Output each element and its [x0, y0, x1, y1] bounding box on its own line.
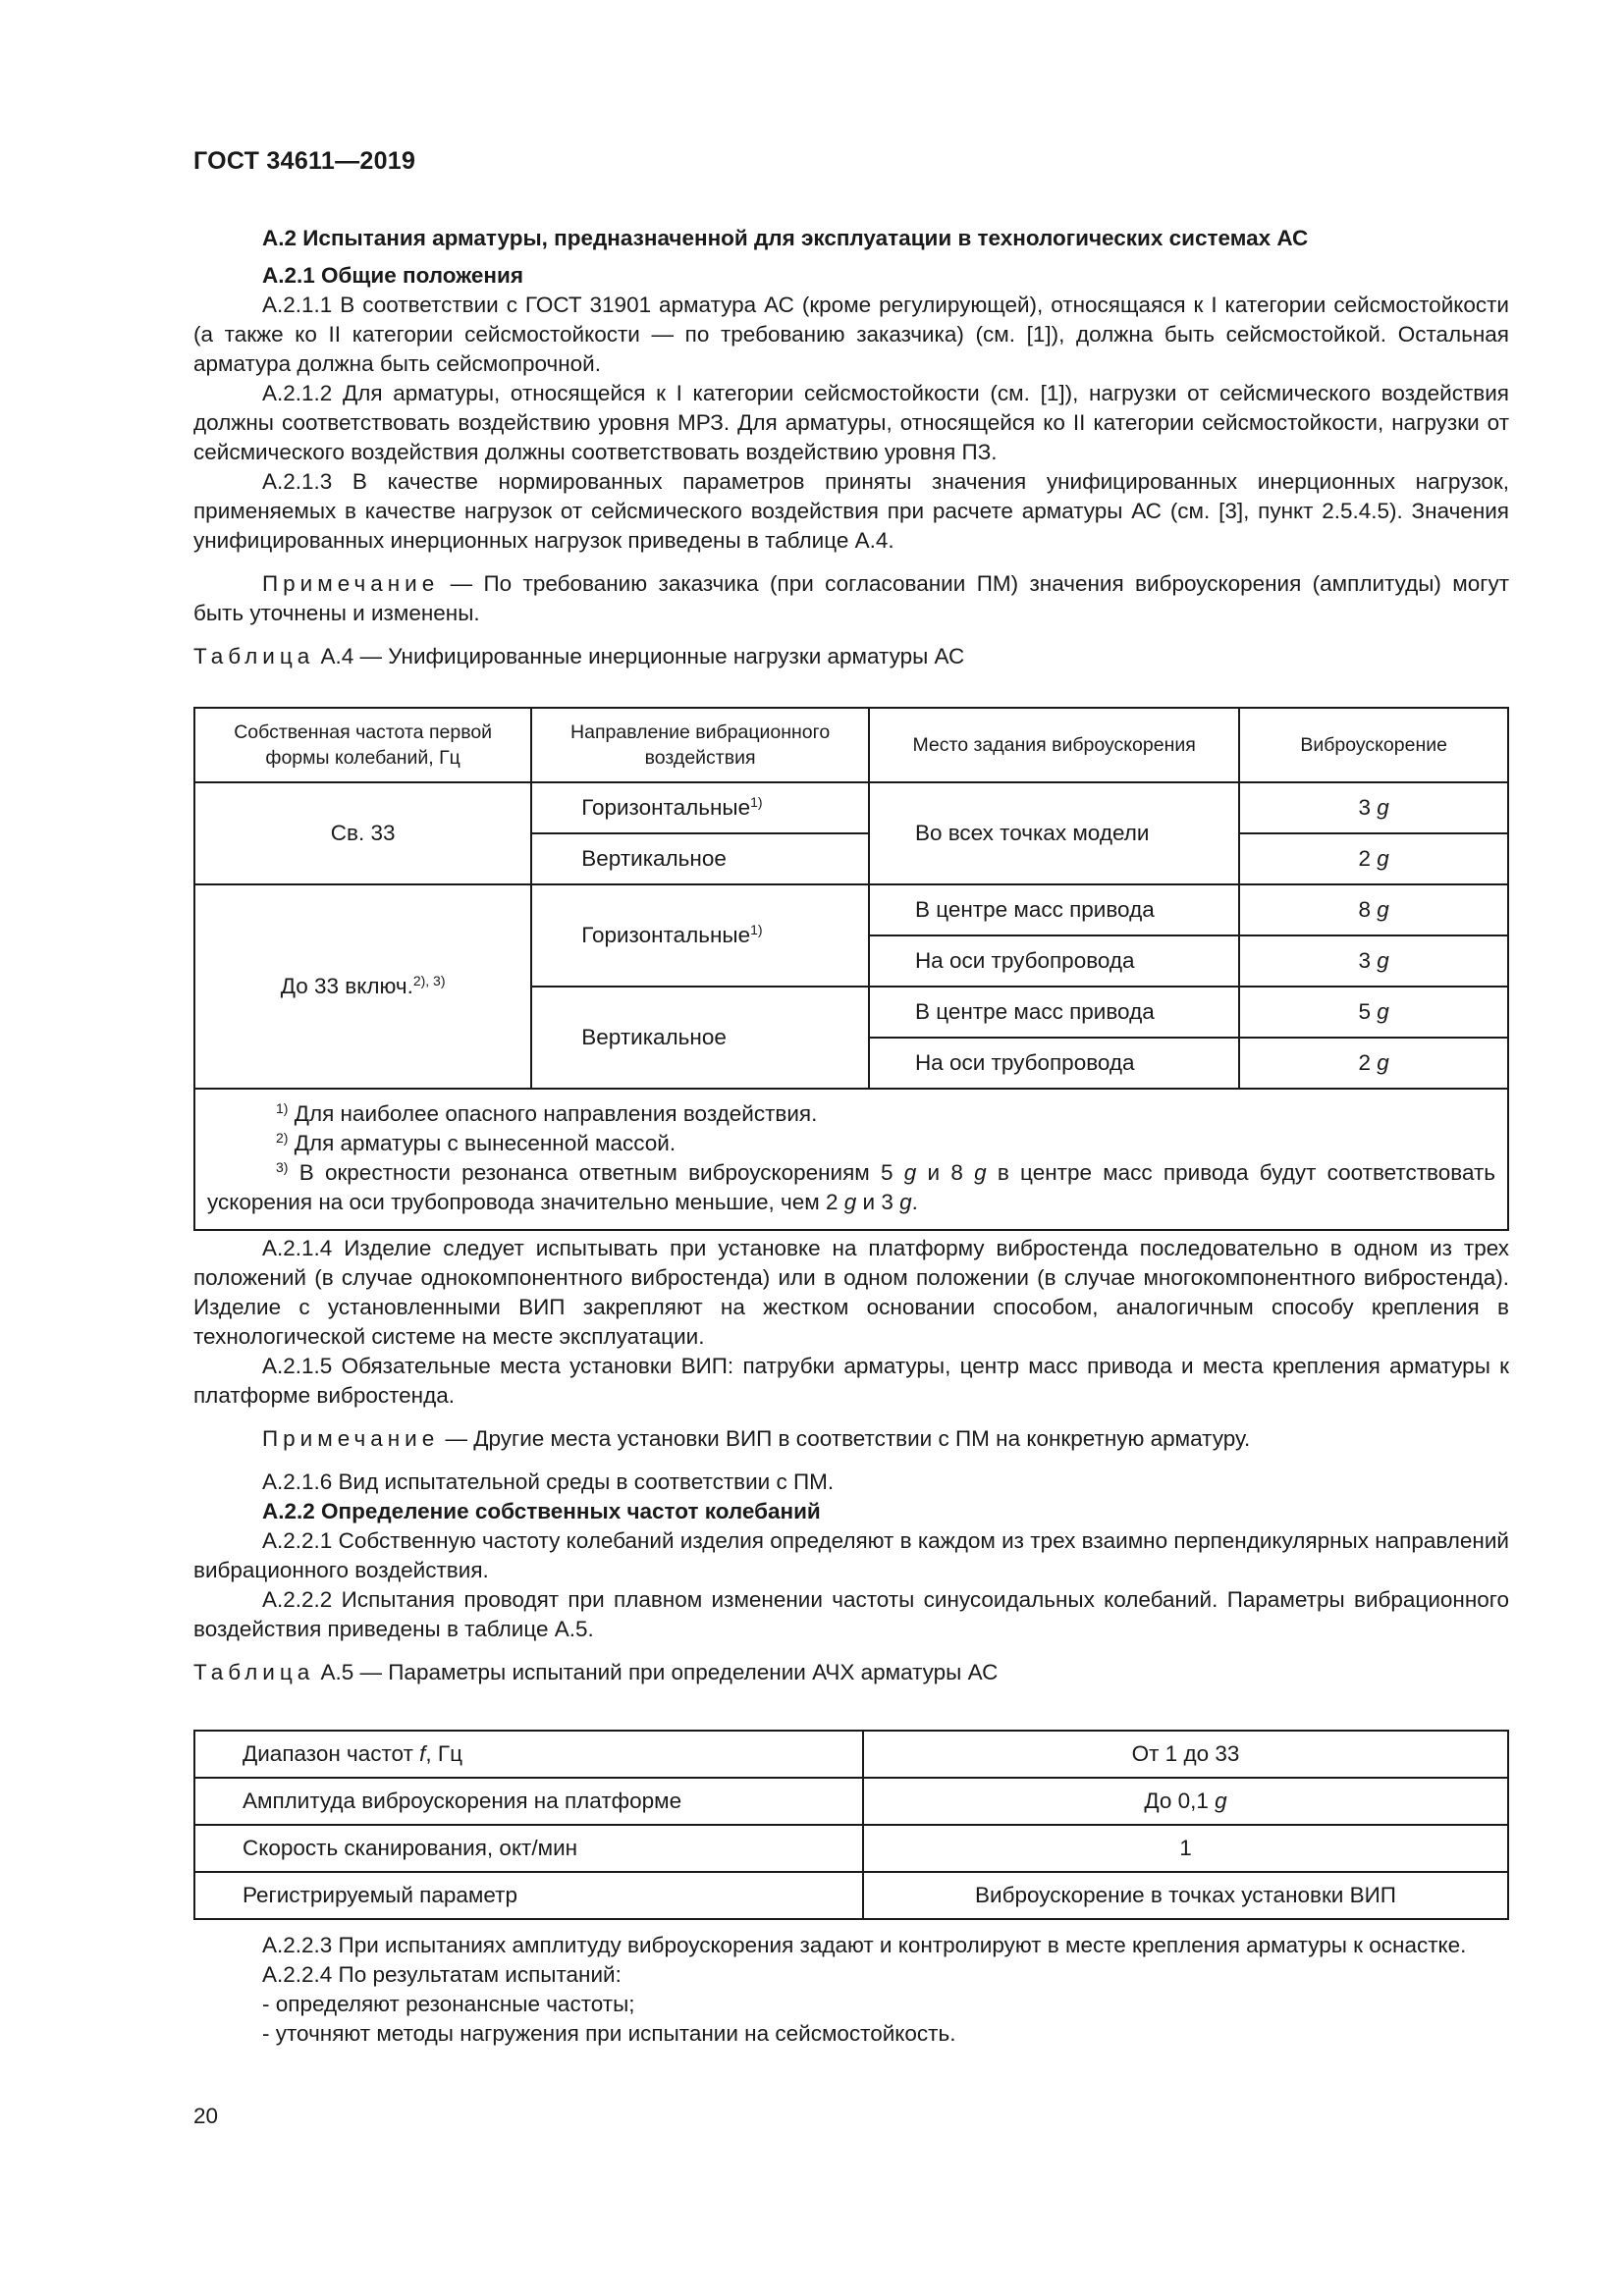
table-caption-label: Таблица — [193, 1660, 315, 1684]
acceleration-cell: 8 g — [1239, 884, 1508, 935]
section-a223 — [193, 1931, 1509, 2049]
place-cell: На оси трубопровода — [869, 935, 1239, 987]
list-item: - уточняют методы нагружения при испытании на сейсмостойкость. — [262, 2021, 956, 2046]
note-label: Примечание — [262, 571, 440, 596]
parameter-value-cell: От 1 до 33 — [863, 1731, 1508, 1778]
section-a214 — [193, 1234, 1509, 1687]
paragraph-a211: А.2.1.1 В соответствии с ГОСТ 31901 арматура АС (кроме регулирующей), относящаяся к I категории сейсмостойкости (а также ко II категории сейсмостойкости — по требованию заказчика) (см. [1]), должна быть сейсмостойкой. Остальная арматура должна быть сейсмопрочной. — [193, 293, 1509, 376]
direction-cell: Вертикальное — [531, 987, 869, 1089]
table-row — [194, 1825, 1508, 1872]
table-caption-text: А.4 — Унифицированные инерционные нагрузки арматуры АС — [314, 644, 965, 668]
note-a215 — [193, 1424, 1509, 1454]
acceleration-cell: 2 g — [1239, 1038, 1508, 1089]
place-cell: В центре масс привода — [869, 884, 1239, 935]
table-a5-caption — [193, 1658, 1509, 1687]
table-row — [194, 782, 1508, 833]
paragraph-a221: А.2.2.1 Собственную частоту колебаний изделия определяют в каждом из трех взаимно перпендикулярных направлений вибрационного воздействия. — [193, 1528, 1509, 1582]
note-label: Примечание — [262, 1426, 440, 1451]
table-row — [194, 1872, 1508, 1919]
document-code-header: ГОСТ 34611—2019 — [193, 147, 416, 175]
acceleration-cell: 3 g — [1239, 782, 1508, 833]
paragraph-a222: А.2.2.2 Испытания проводят при плавном изменении частоты синусоидальных колебаний. Параметры вибрационного воздействия приведены в таблице А.5. — [193, 1587, 1509, 1641]
table-row — [194, 1731, 1508, 1778]
paragraph-a216: А.2.1.6 Вид испытательной среды в соответствии с ПМ. — [262, 1469, 835, 1494]
paragraph-a212: А.2.1.2 Для арматуры, относящейся к I категории сейсмостойкости (см. [1]), нагрузки от сейсмического воздействия должны соответствовать воздействию уровня МРЗ. Для арматуры, относящейся ко II категории сейсмостойкости, нагрузки от сейсмического воздействия должны соответствовать воздействию уровня ПЗ. — [193, 381, 1509, 464]
table-footnotes — [194, 1089, 1508, 1230]
acceleration-cell: 3 g — [1239, 935, 1508, 987]
table-a4-wrapper — [193, 707, 1509, 1231]
page-number: 20 — [193, 2104, 219, 2128]
list-item: - определяют резонансные частоты; — [262, 1992, 635, 2016]
parameter-value-cell: 1 — [863, 1825, 1508, 1872]
paragraph-a223: А.2.2.3 При испытаниях амплитуду виброускорения задают и контролируют в месте крепления арматуры к оснастке. — [262, 1933, 1467, 1957]
section-a21-title: А.2.1 Общие положения — [262, 263, 523, 288]
acceleration-cell: 5 g — [1239, 987, 1508, 1038]
section-a2 — [193, 224, 1509, 671]
paragraph-a215: А.2.1.5 Обязательные места установки ВИП: патрубки арматуры, центр масс привода и места крепления арматуры к платформе вибростенда. — [193, 1354, 1509, 1408]
header-cell: Место задания виброускорения — [869, 708, 1239, 782]
note-text: — Другие места установки ВИП в соответствии с ПМ на конкретную арматуру. — [439, 1426, 1251, 1451]
place-cell: На оси трубопровода — [869, 1038, 1239, 1089]
table-a5 — [193, 1730, 1509, 1920]
table-a5-wrapper — [193, 1730, 1509, 1920]
section-a2-title: А.2 Испытания арматуры, предназначенной для эксплуатации в технологических системах АС — [262, 226, 1309, 250]
parameter-name-cell: Регистрируемый параметр — [194, 1872, 863, 1919]
section-a22-title: А.2.2 Определение собственных частот колебаний — [262, 1499, 821, 1523]
parameter-name-cell: Амплитуда виброускорения на платформе — [194, 1778, 863, 1825]
parameter-value-cell: До 0,1 g — [863, 1778, 1508, 1825]
table-caption-text: А.5 — Параметры испытаний при определении АЧХ арматуры АС — [314, 1660, 999, 1684]
table-a4 — [193, 707, 1509, 1231]
frequency-cell: До 33 включ.$^{2), 3)}$ — [194, 884, 531, 1089]
table-footnotes-row — [194, 1089, 1508, 1230]
table-caption-label: Таблица — [193, 644, 315, 668]
header-cell: Собственная частота первой формы колебаний, Гц — [194, 708, 531, 782]
table-row — [194, 1778, 1508, 1825]
footnote-2: $^{2)}$ Для арматуры с вынесенной массой. — [276, 1130, 677, 1155]
header-cell: Виброускорение — [1239, 708, 1508, 782]
note-a4 — [193, 569, 1509, 628]
footnote-3: $^{3)}$ В окрестности резонанса ответным виброускорениям 5 g и 8 g в центре масс привода будут соответствовать ускорения на оси трубопровода значительно меньшие, чем 2 g и 3 g. — [207, 1159, 1495, 1214]
parameter-value-cell: Виброускорение в точках установки ВИП — [863, 1872, 1508, 1919]
place-cell: В центре масс привода — [869, 987, 1239, 1038]
paragraph-a224: А.2.2.4 По результатам испытаний: — [262, 1962, 622, 1987]
place-cell: Во всех точках модели — [869, 782, 1239, 884]
paragraph-a213: А.2.1.3 В качестве нормированных параметров приняты значения унифицированных инерционных нагрузок, применяемых в качестве нагрузок от сейсмического воздействия при расчете арматуры АС (см. [3], пункт 2.5.4.5). Значения унифицированных инерционных нагрузок приведены в таблице А.4. — [193, 469, 1509, 553]
note-text: — По требованию заказчика (при согласовании ПМ) значения виброускорения (амплитуды) могут быть уточнены и изменены. — [193, 571, 1509, 625]
paragraph-a214: А.2.1.4 Изделие следует испытывать при установке на платформу вибростенда последовательно в одном из трех положений (в случае однокомпонентного вибростенда) или в одном положении (в случае многокомпонентного вибростенда). Изделие с установленными ВИП закрепляют на жестком основании способом, аналогичным способу крепления в технологической системе на месте эксплуатации. — [193, 1236, 1509, 1349]
header-cell: Направление вибрационного воздействия — [531, 708, 869, 782]
frequency-cell: Св. 33 — [194, 782, 531, 884]
table-header-row — [194, 708, 1508, 782]
direction-cell: Горизонтальные$^{1)}$ — [531, 782, 869, 833]
acceleration-cell: 2 g — [1239, 833, 1508, 884]
footnote-1: $^{1)}$ Для наиболее опасного направления воздействия. — [276, 1100, 818, 1126]
parameter-name-cell: Диапазон частот f, Гц — [194, 1731, 863, 1778]
table-a4-caption — [193, 642, 1509, 671]
direction-cell: Горизонтальные$^{1)}$ — [531, 884, 869, 987]
direction-cell: Вертикальное — [531, 833, 869, 884]
table-row — [194, 884, 1508, 935]
parameter-name-cell: Скорость сканирования, окт/мин — [194, 1825, 863, 1872]
